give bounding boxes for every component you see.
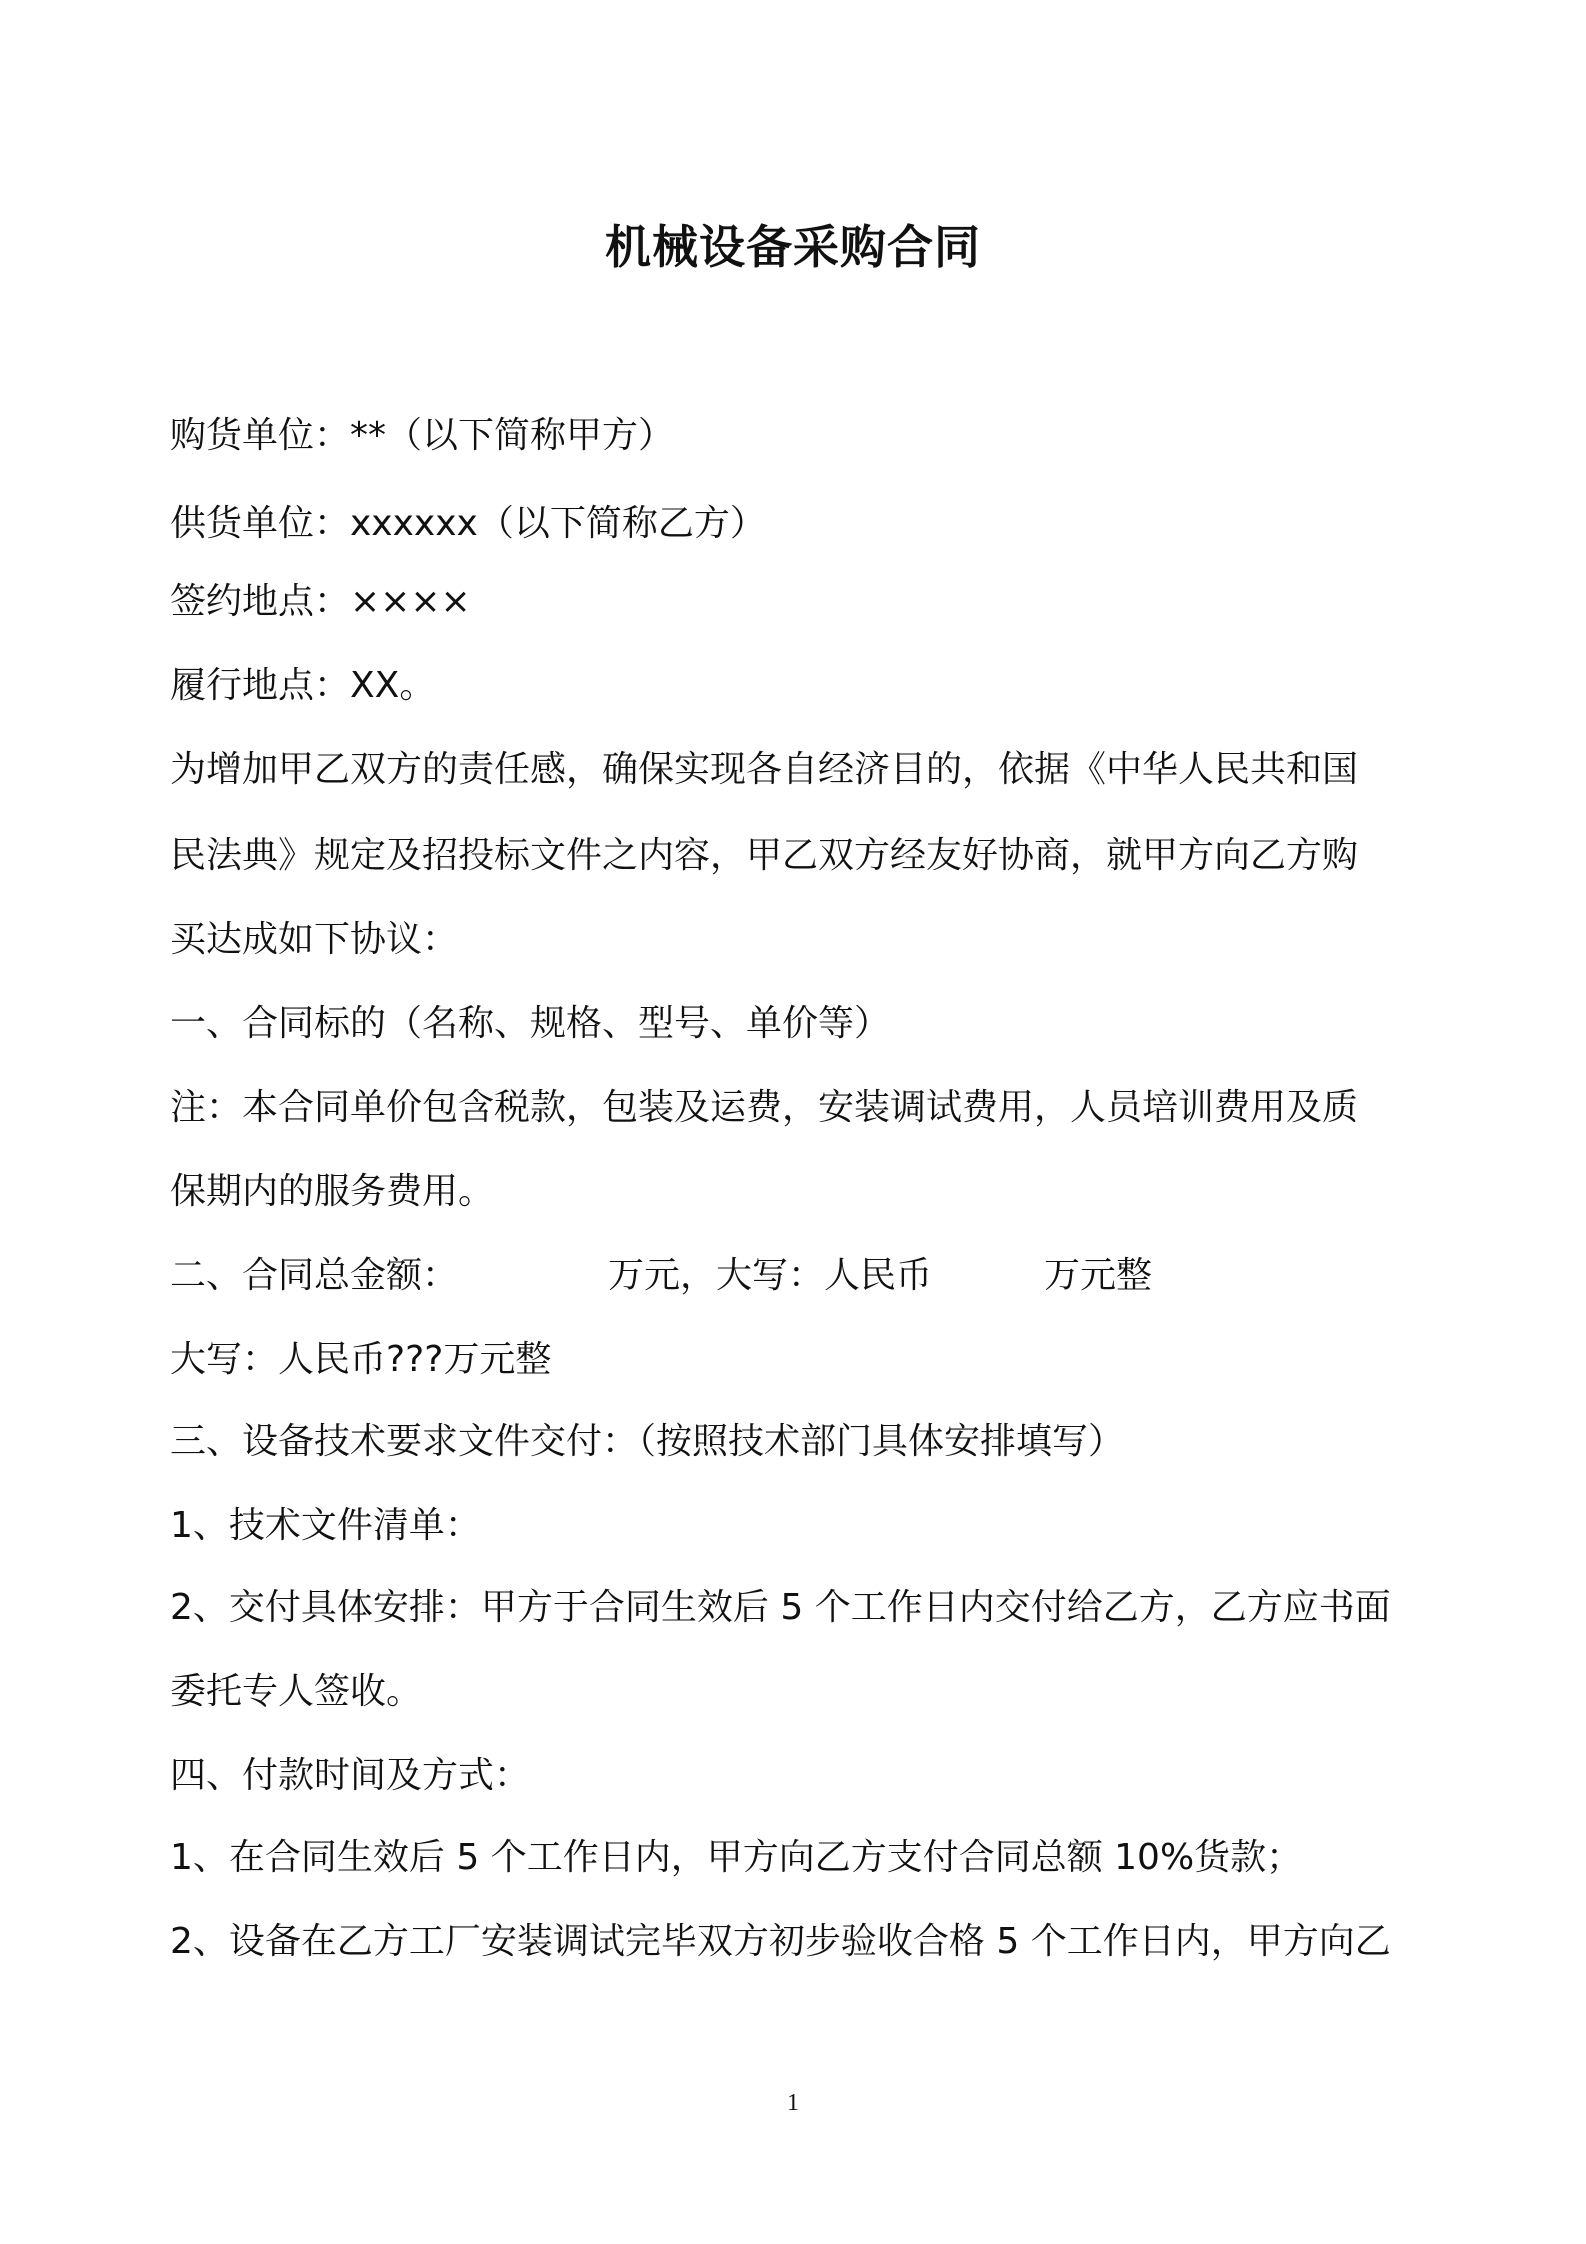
page-number: 1: [787, 2090, 799, 2116]
section2-total-amount: [170, 1248, 1152, 1304]
section1-note-line-1: 注：本合同单价包含税款，包装及运费，安装调试费用，人员培训费用及质: [170, 1087, 1359, 1128]
section2-part2: 万元，大写：人民币: [608, 1255, 933, 1296]
section3-item2-line-1: 2、交付具体安排：甲方于合同生效后 5 个工作日内交付给乙方，乙方应书面: [170, 1587, 1391, 1628]
section2-part3: 万元整: [1044, 1255, 1153, 1296]
section4-item2: 2、设备在乙方工厂安装调试完毕双方初步验收合格 5 个工作日内，甲方向乙: [170, 1921, 1391, 1962]
section4-item1: 1、在合同生效后 5 个工作日内，甲方向乙方支付合同总额 10%货款；: [170, 1837, 1303, 1878]
preamble-line-3: 买达成如下协议：: [170, 919, 459, 960]
performance-place-line: 履行地点：XX。: [170, 665, 436, 706]
section1-heading: 一、合同标的（名称、规格、型号、单价等）: [170, 1003, 891, 1044]
section2-uppercase-line: 大写：人民币???万元整: [170, 1339, 552, 1380]
section3-item1: 1、技术文件清单：: [170, 1505, 481, 1546]
supplier-line: 供货单位：xxxxxx（以下简称乙方）: [170, 503, 766, 544]
contract-title: 机械设备采购合同: [605, 220, 981, 274]
section3-item2-line-2: 委托专人签收。: [170, 1671, 423, 1712]
section1-note-line-2: 保期内的服务费用。: [170, 1171, 495, 1212]
section2-label: 二、合同总金额：: [170, 1255, 459, 1296]
signing-place-line: 签约地点：××××: [170, 581, 471, 622]
preamble-line-1: 为增加甲乙双方的责任感，确保实现各自经济目的，依据《中华人民共和国: [170, 749, 1359, 790]
section4-heading: 四、付款时间及方式：: [170, 1755, 531, 1796]
section3-heading: 三、设备技术要求文件交付：（按照技术部门具体安排填写）: [170, 1421, 1125, 1462]
buyer-line: 购货单位：**（以下简称甲方）: [170, 415, 675, 456]
preamble-line-2: 民法典》规定及招投标文件之内容，甲乙双方经友好协商，就甲方向乙方购: [170, 835, 1359, 876]
